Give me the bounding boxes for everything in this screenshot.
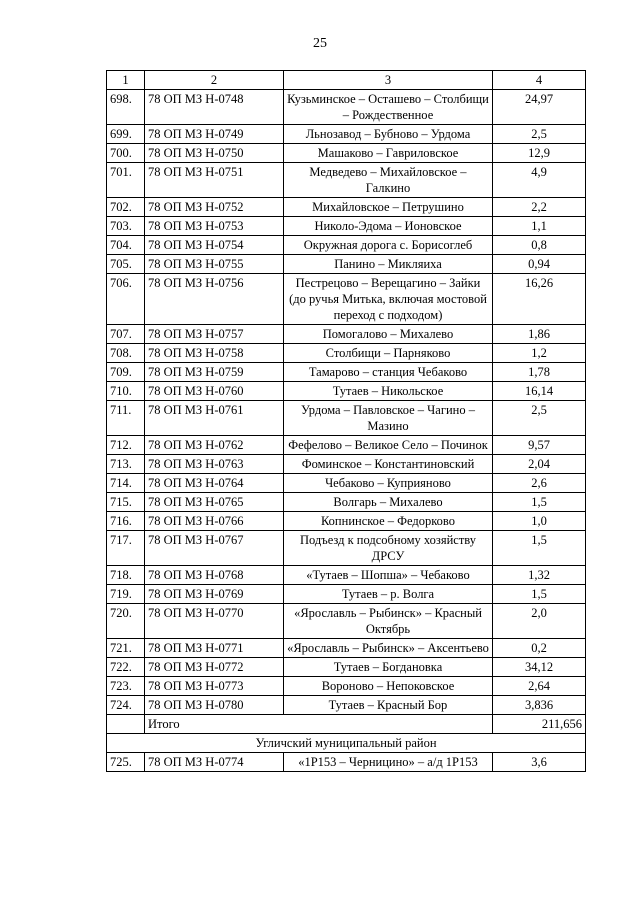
table-row	[107, 512, 586, 531]
road-code: 78 ОП МЗ Н-0757	[145, 325, 284, 344]
table-row	[107, 163, 586, 198]
road-name: Тутаев – Богдановка	[284, 658, 493, 677]
row-number: 716.	[107, 512, 145, 531]
road-name: Вороново – Непоковское	[284, 677, 493, 696]
road-length: 0,2	[493, 639, 586, 658]
road-length: 2,0	[493, 604, 586, 639]
row-number: 702.	[107, 198, 145, 217]
road-length: 3,6	[493, 753, 586, 772]
total-empty-cell	[107, 715, 145, 734]
road-name: Чебаково – Куприяново	[284, 474, 493, 493]
road-name: Михайловское – Петрушино	[284, 198, 493, 217]
road-length: 1,2	[493, 344, 586, 363]
road-name: Тутаев – Красный Бор	[284, 696, 493, 715]
table-row	[107, 274, 586, 325]
road-length: 2,5	[493, 125, 586, 144]
table-row	[107, 401, 586, 436]
road-length: 2,6	[493, 474, 586, 493]
row-number: 706.	[107, 274, 145, 325]
road-name: Помогалово – Михалево	[284, 325, 493, 344]
road-length: 1,5	[493, 493, 586, 512]
row-number: 719.	[107, 585, 145, 604]
total-label: Итого	[145, 715, 493, 734]
road-name: Столбищи – Парняково	[284, 344, 493, 363]
row-number: 720.	[107, 604, 145, 639]
table-row	[107, 696, 586, 715]
row-number: 723.	[107, 677, 145, 696]
road-name: Урдома – Павловское – Чагино – Мазино	[284, 401, 493, 436]
road-name: Волгарь – Михалево	[284, 493, 493, 512]
table-row	[107, 344, 586, 363]
road-name: Окружная дорога с. Борисоглеб	[284, 236, 493, 255]
table-row	[107, 753, 586, 772]
table-header-row	[107, 71, 586, 90]
road-code: 78 ОП МЗ Н-0754	[145, 236, 284, 255]
header-cell-2: 2	[145, 71, 284, 90]
table-row	[107, 363, 586, 382]
road-code: 78 ОП МЗ Н-0773	[145, 677, 284, 696]
road-length: 24,97	[493, 90, 586, 125]
road-code: 78 ОП МЗ Н-0751	[145, 163, 284, 198]
table-row	[107, 639, 586, 658]
road-code: 78 ОП МЗ Н-0765	[145, 493, 284, 512]
row-number: 717.	[107, 531, 145, 566]
road-name: Панино – Микляиха	[284, 255, 493, 274]
road-name: «Ярославль – Рыбинск» – Красный Октябрь	[284, 604, 493, 639]
row-number: 704.	[107, 236, 145, 255]
road-code: 78 ОП МЗ Н-0758	[145, 344, 284, 363]
roads-table	[106, 70, 586, 772]
row-number: 701.	[107, 163, 145, 198]
total-row	[107, 715, 586, 734]
road-code: 78 ОП МЗ Н-0756	[145, 274, 284, 325]
road-code: 78 ОП МЗ Н-0768	[145, 566, 284, 585]
section-header-row	[107, 734, 586, 753]
road-name: Копнинское – Федорково	[284, 512, 493, 531]
total-value: 211,656	[493, 715, 586, 734]
road-name: Льнозавод – Бубново – Урдома	[284, 125, 493, 144]
table-row	[107, 677, 586, 696]
road-code: 78 ОП МЗ Н-0759	[145, 363, 284, 382]
page-number: 25	[313, 36, 327, 51]
row-number: 703.	[107, 217, 145, 236]
road-length: 2,2	[493, 198, 586, 217]
road-length: 0,8	[493, 236, 586, 255]
row-number: 709.	[107, 363, 145, 382]
road-length: 4,9	[493, 163, 586, 198]
row-number: 708.	[107, 344, 145, 363]
road-length: 0,94	[493, 255, 586, 274]
road-length: 1,0	[493, 512, 586, 531]
road-code: 78 ОП МЗ Н-0763	[145, 455, 284, 474]
row-number: 698.	[107, 90, 145, 125]
road-name: Тамарово – станция Чебаково	[284, 363, 493, 382]
row-number: 721.	[107, 639, 145, 658]
table-row	[107, 531, 586, 566]
road-code: 78 ОП МЗ Н-0764	[145, 474, 284, 493]
roads-table-body	[107, 71, 586, 772]
road-length: 9,57	[493, 436, 586, 455]
road-length: 16,14	[493, 382, 586, 401]
road-name: Фоминское – Константиновский	[284, 455, 493, 474]
road-code: 78 ОП МЗ Н-0774	[145, 753, 284, 772]
table-row	[107, 493, 586, 512]
road-code: 78 ОП МЗ Н-0752	[145, 198, 284, 217]
road-length: 2,04	[493, 455, 586, 474]
section-title: Угличский муниципальный район	[107, 734, 586, 753]
road-length: 1,32	[493, 566, 586, 585]
table-row	[107, 566, 586, 585]
road-code: 78 ОП МЗ Н-0771	[145, 639, 284, 658]
road-length: 2,5	[493, 401, 586, 436]
row-number: 712.	[107, 436, 145, 455]
road-code: 78 ОП МЗ Н-0766	[145, 512, 284, 531]
road-name: Николо-Эдома – Ионовское	[284, 217, 493, 236]
road-name: Фефелово – Великое Село – Починок	[284, 436, 493, 455]
road-length: 1,1	[493, 217, 586, 236]
row-number: 724.	[107, 696, 145, 715]
table-row	[107, 255, 586, 274]
row-number: 714.	[107, 474, 145, 493]
row-number: 711.	[107, 401, 145, 436]
header-cell-4: 4	[493, 71, 586, 90]
road-length: 3,836	[493, 696, 586, 715]
road-code: 78 ОП МЗ Н-0755	[145, 255, 284, 274]
road-code: 78 ОП МЗ Н-0748	[145, 90, 284, 125]
table-row	[107, 144, 586, 163]
road-length: 12,9	[493, 144, 586, 163]
table-row	[107, 90, 586, 125]
road-name: Подъезд к подсобному хозяйству ДРСУ	[284, 531, 493, 566]
table-row	[107, 455, 586, 474]
road-code: 78 ОП МЗ Н-0762	[145, 436, 284, 455]
road-code: 78 ОП МЗ Н-0767	[145, 531, 284, 566]
road-length: 1,78	[493, 363, 586, 382]
table-row	[107, 658, 586, 677]
road-length: 1,5	[493, 585, 586, 604]
road-code: 78 ОП МЗ Н-0761	[145, 401, 284, 436]
road-code: 78 ОП МЗ Н-0749	[145, 125, 284, 144]
road-length: 1,5	[493, 531, 586, 566]
road-code: 78 ОП МЗ Н-0753	[145, 217, 284, 236]
road-name: Тутаев – р. Волга	[284, 585, 493, 604]
table-row	[107, 198, 586, 217]
road-name: Пестрецово – Верещагино – Зайки (до ручья Митька, включая мостовой переход с подходом)	[284, 274, 493, 325]
road-code: 78 ОП МЗ Н-0770	[145, 604, 284, 639]
row-number: 718.	[107, 566, 145, 585]
table-row	[107, 474, 586, 493]
table-row	[107, 585, 586, 604]
row-number: 699.	[107, 125, 145, 144]
table-row	[107, 604, 586, 639]
row-number: 722.	[107, 658, 145, 677]
road-name: Тутаев – Никольское	[284, 382, 493, 401]
road-code: 78 ОП МЗ Н-0780	[145, 696, 284, 715]
road-length: 2,64	[493, 677, 586, 696]
table-row	[107, 436, 586, 455]
road-code: 78 ОП МЗ Н-0760	[145, 382, 284, 401]
row-number: 725.	[107, 753, 145, 772]
road-name: «Ярославль – Рыбинск» – Аксентьево	[284, 639, 493, 658]
road-length: 34,12	[493, 658, 586, 677]
road-length: 16,26	[493, 274, 586, 325]
header-cell-3: 3	[284, 71, 493, 90]
table-row	[107, 217, 586, 236]
table-row	[107, 125, 586, 144]
row-number: 700.	[107, 144, 145, 163]
road-name: Машаково – Гавриловское	[284, 144, 493, 163]
road-name: Медведево – Михайловское – Галкино	[284, 163, 493, 198]
road-name: «1Р153 – Черницино» – а/д 1Р153	[284, 753, 493, 772]
table-row	[107, 325, 586, 344]
header-cell-1: 1	[107, 71, 145, 90]
road-name: Кузьминское – Осташево – Столбищи – Рождественное	[284, 90, 493, 125]
road-name: «Тутаев – Шопша» – Чебаково	[284, 566, 493, 585]
road-code: 78 ОП МЗ Н-0769	[145, 585, 284, 604]
row-number: 710.	[107, 382, 145, 401]
row-number: 713.	[107, 455, 145, 474]
road-code: 78 ОП МЗ Н-0772	[145, 658, 284, 677]
row-number: 705.	[107, 255, 145, 274]
road-length: 1,86	[493, 325, 586, 344]
row-number: 715.	[107, 493, 145, 512]
table-row	[107, 382, 586, 401]
road-code: 78 ОП МЗ Н-0750	[145, 144, 284, 163]
row-number: 707.	[107, 325, 145, 344]
table-row	[107, 236, 586, 255]
